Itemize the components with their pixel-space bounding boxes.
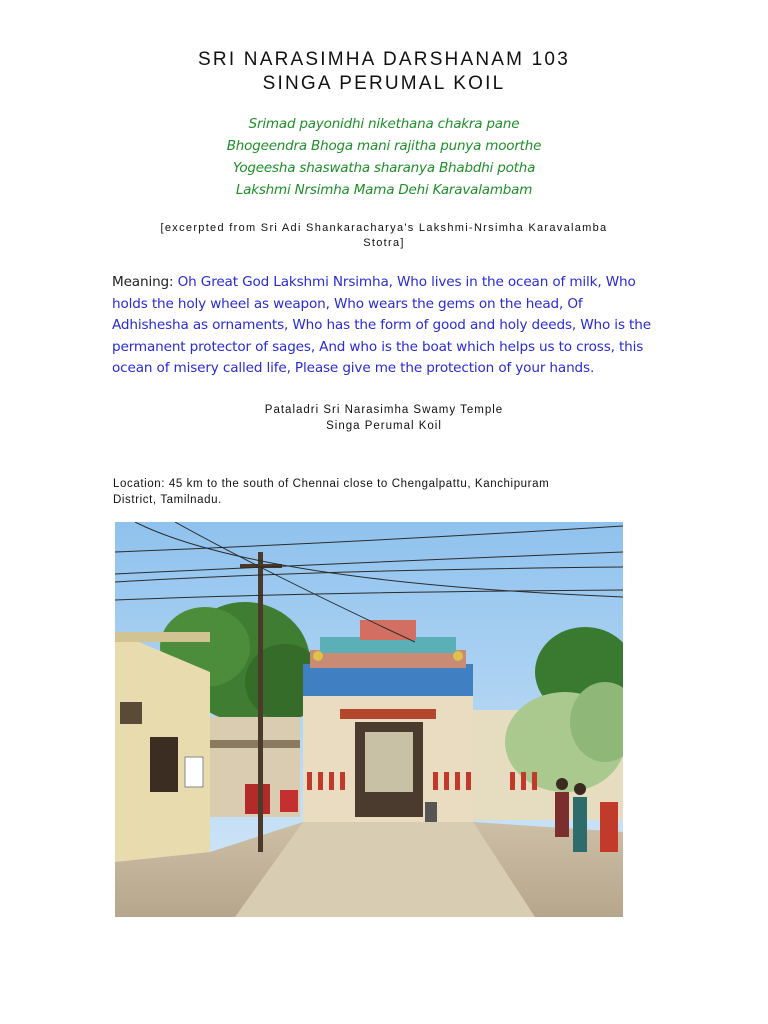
location-line-1: Location: 45 km to the south of Chennai close to Chengalpattu, Kanchipuram	[113, 478, 550, 490]
temple-photo	[115, 522, 623, 917]
verse-line-1: Srimad payonidhi nikethana chakra pane	[248, 116, 520, 132]
verse-line-2: Bhogeendra Bhoga mani rajitha punya moorthe	[226, 138, 542, 154]
excerpt-note	[112, 221, 656, 251]
verse-line-3: Yogeesha shaswatha sharanya Bhabdhi potha	[232, 160, 536, 176]
excerpt-line-1: [excerpted from Sri Adi Shankaracharya's Lakshmi-Nrsimha Karavalamba	[160, 222, 608, 234]
document-title-line1: SRI NARASIMHA DARSHANAM 103	[198, 49, 570, 70]
meaning-paragraph	[112, 272, 657, 380]
document-title-line2: SINGA PERUMAL KOIL	[262, 73, 506, 94]
meaning-label: Meaning:	[112, 274, 174, 290]
verse-line-4: Lakshmi Nrsimha Mama Dehi Karavalambam	[235, 182, 533, 198]
location-text	[113, 476, 633, 508]
temple-caption-line1: Pataladri Sri Narasimha Swamy Temple	[264, 404, 504, 416]
excerpt-line-2: Stotra]	[363, 237, 405, 249]
meaning-text: Oh Great God Lakshmi Nrsimha, Who lives in the ocean of milk, Who holds the holy wheel as weapon, Who wears the gems on the head, Of Adhishesha as ornaments, Who has the form of good and holy deeds, Who is the permanent protector of sages, And who is the boat which helps us to cross, this ocean of misery called life, Please give me the protection of your hands.	[112, 274, 651, 377]
location-line-2: District, Tamilnadu.	[113, 494, 222, 506]
temple-caption-line2: Singa Perumal Koil	[326, 420, 442, 432]
